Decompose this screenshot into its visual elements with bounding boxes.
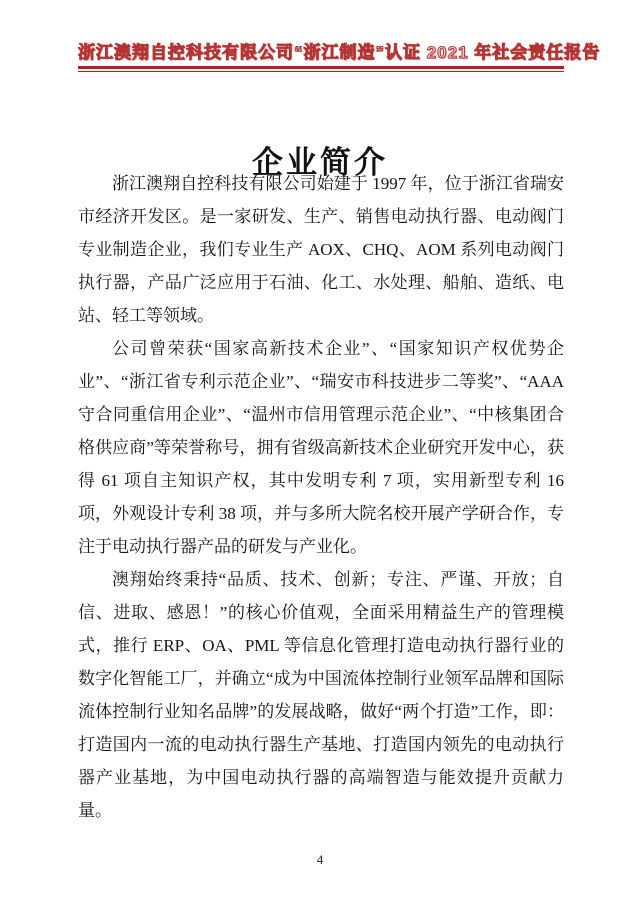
- page-header: [78, 42, 601, 64]
- header-divider-rule: [78, 66, 564, 72]
- body-paragraph-values: 澳翔始终秉持“品质、技术、创新；专注、严谨、开放；自信、进取、感恩！”的核心价值观，全面采用精益生产的管理模式，推行 ERP、OA、PML 等信息化管理打造电动执行器行业的数字化智能工厂，并确立“成为中国流体控制行业领军品牌和国际流体控制行业知名品牌”的发展战略，做好“两个打造”工作，即：打造国内一流的电动执行器生产基地、打造国内领先的电动执行器产业基地，为中国电动执行器的高端智造与能效提升贡献力量。: [78, 570, 564, 820]
- page-title: 企业简介: [252, 144, 388, 180]
- page-number: 4: [316, 852, 324, 867]
- header-company-name: 浙江澳翔自控科技有限公司: [78, 43, 294, 62]
- header-report-title: “浙江制造”认证 2021 年社会责任报告: [294, 43, 601, 62]
- body-paragraph-intro: 浙江澳翔自控科技有限公司始建于 1997 年，位于浙江省瑞安市经济开发区。是一家研发、生产、销售电动执行器、电动阀门专业制造企业，我们专业生产 AOX、CHQ、AOM 系列电动阀门执行器，产品广泛应用于石油、化工、水处理、船舶、造纸、电站、轻工等领域。: [78, 174, 564, 325]
- body-paragraph-honors: 公司曾荣获“国家高新技术企业”、“国家知识产权优势企业”、“浙江省专利示范企业”、“瑞安市科技进步二等奖”、“AAA 守合同重信用企业”、“温州市信用管理示范企业”、“中核集团合格供应商”等荣誉称号，拥有省级高新技术企业研究开发中心，获得 61 项自主知识产权，其中发明专利 7 项，实用新型专利 16 项，外观设计专利 38 项，并与多所大院名校开展产学研合作，专注于电动执行器产品的研发与产业化。: [78, 339, 564, 556]
- body-content: [78, 167, 564, 827]
